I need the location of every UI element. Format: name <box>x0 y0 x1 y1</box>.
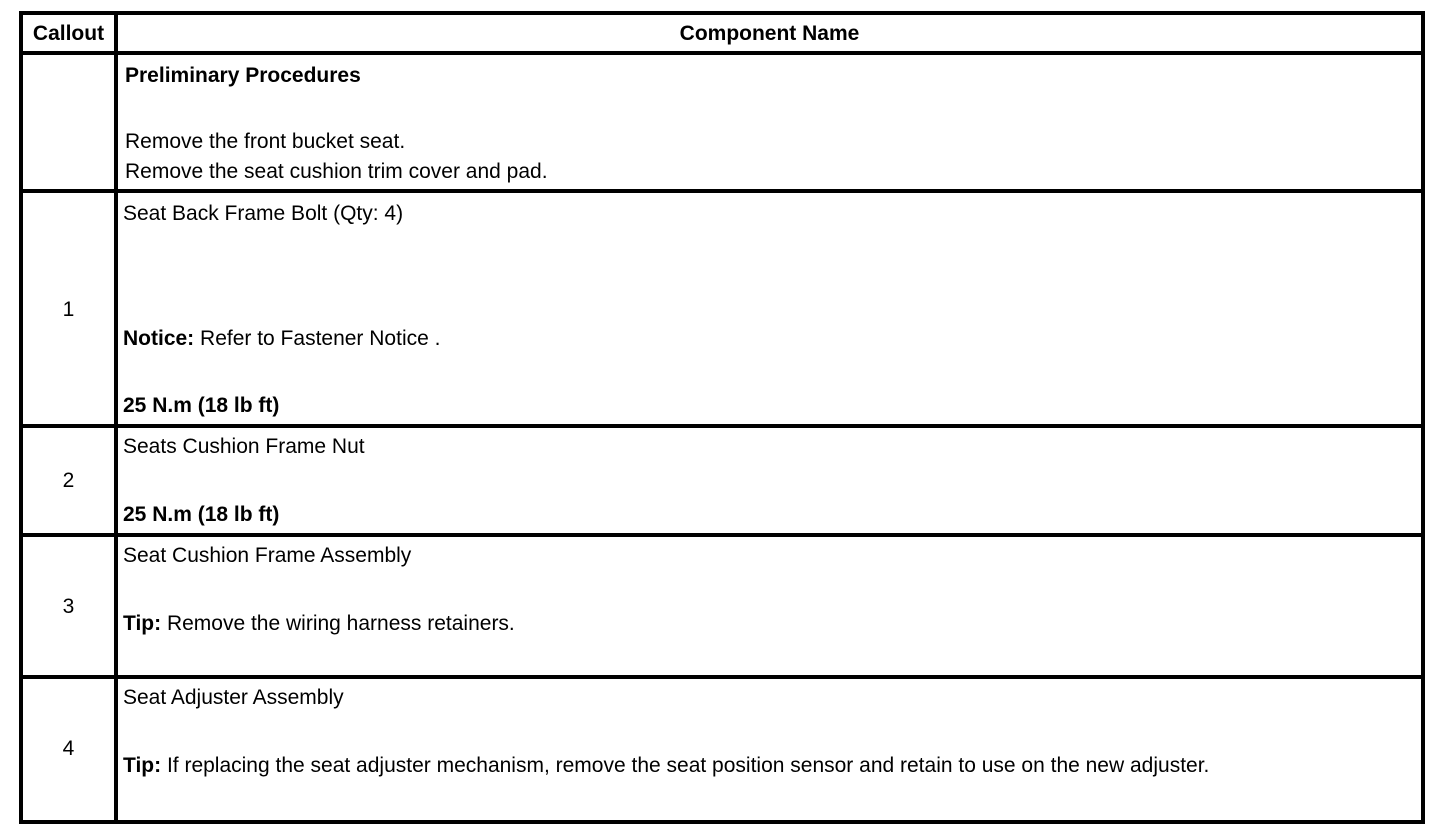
tip-label: Tip: <box>123 754 162 777</box>
notice-line <box>123 327 440 351</box>
component-name: Seat Back Frame Bolt (Qty: 4) <box>123 202 404 225</box>
callout-number: 1 <box>62 298 75 321</box>
preliminary-step: Remove the front bucket seat. <box>125 130 406 153</box>
component-name: Seat Cushion Frame Assembly <box>123 544 412 567</box>
callout-number: 4 <box>62 737 75 760</box>
row-divider <box>19 533 1425 537</box>
tip-line <box>123 754 1209 778</box>
callout-number: 3 <box>62 595 75 618</box>
header-divider <box>19 51 1425 55</box>
column-divider <box>114 11 118 824</box>
header-component-name: Component Name <box>679 22 860 45</box>
header-callout: Callout <box>32 22 105 45</box>
tip-text: Remove the wiring harness retainers. <box>161 612 515 635</box>
notice-label: Notice: <box>123 327 195 350</box>
tip-text: If replacing the seat adjuster mechanism, remove the seat position sensor and retain to use on the new adjuster. <box>161 754 1210 777</box>
preliminary-step: Remove the seat cushion trim cover and pad. <box>125 160 548 183</box>
row-divider <box>19 424 1425 428</box>
notice-text: Refer to Fastener Notice . <box>194 327 441 350</box>
preliminary-title: Preliminary Procedures <box>125 64 361 87</box>
component-name: Seats Cushion Frame Nut <box>123 435 365 458</box>
row-divider <box>19 675 1425 679</box>
torque-spec: 25 N.m (18 lb ft) <box>123 503 280 526</box>
callout-number: 2 <box>62 469 75 492</box>
torque-spec: 25 N.m (18 lb ft) <box>123 394 280 417</box>
component-name: Seat Adjuster Assembly <box>123 686 344 709</box>
tip-label: Tip: <box>123 612 162 635</box>
row-divider <box>19 189 1425 193</box>
tip-line <box>123 612 515 636</box>
